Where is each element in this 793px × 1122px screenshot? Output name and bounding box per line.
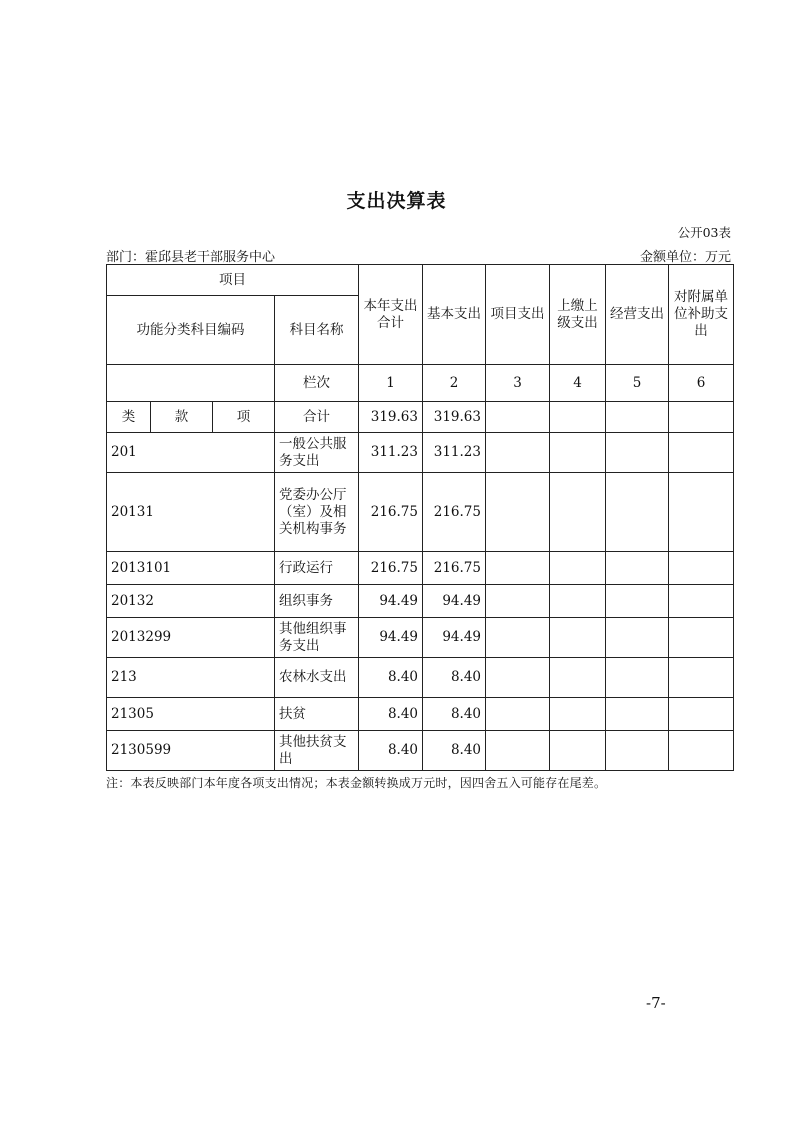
row-total: 8.40 — [359, 658, 423, 698]
row-name: 其他扶贫支出 — [275, 731, 359, 771]
header-business: 经营支出 — [606, 265, 669, 365]
index-1: 1 — [359, 365, 423, 402]
table-row — [107, 658, 734, 698]
col-lei: 类 — [107, 402, 151, 433]
unit-label: 金额单位：万元 — [639, 250, 731, 265]
row-code: 213 — [107, 658, 275, 698]
expenditure-table — [106, 264, 734, 771]
row-name: 农林水支出 — [275, 658, 359, 698]
col-xiang: 项 — [213, 402, 275, 433]
table-row — [107, 552, 734, 585]
page-title: 支出决算表 — [346, 190, 447, 212]
header-total: 本年支出合计 — [359, 265, 423, 365]
row-basic: 311.23 — [423, 433, 486, 473]
table-row — [107, 585, 734, 618]
index-label: 栏次 — [275, 365, 359, 402]
table-row — [107, 698, 734, 731]
index-blank — [107, 365, 275, 402]
page-number: -7- — [646, 994, 666, 1012]
row-code: 201 — [107, 433, 275, 473]
header-basic: 基本支出 — [423, 265, 486, 365]
row-name: 行政运行 — [275, 552, 359, 585]
row-code: 20131 — [107, 473, 275, 552]
row-basic: 216.75 — [423, 473, 486, 552]
row-total: 8.40 — [359, 698, 423, 731]
form-code: 公开03表 — [677, 225, 731, 240]
index-2: 2 — [423, 365, 486, 402]
row-total: 94.49 — [359, 585, 423, 618]
header-subject-name: 科目名称 — [275, 296, 359, 365]
table-row — [107, 433, 734, 473]
header-func-code: 功能分类科目编码 — [107, 296, 275, 365]
header-project: 项目支出 — [486, 265, 550, 365]
row-name: 其他组织事务支出 — [275, 618, 359, 658]
row-name: 组织事务 — [275, 585, 359, 618]
row-code: 20132 — [107, 585, 275, 618]
row-total: 311.23 — [359, 433, 423, 473]
row-basic: 8.40 — [423, 658, 486, 698]
row-name: 扶贫 — [275, 698, 359, 731]
row-total: 216.75 — [359, 473, 423, 552]
col-kuan: 款 — [151, 402, 213, 433]
row-basic: 8.40 — [423, 698, 486, 731]
row-code: 2013101 — [107, 552, 275, 585]
index-3: 3 — [486, 365, 550, 402]
header-subsidy: 对附属单位补助支出 — [669, 265, 734, 365]
total-label: 合计 — [275, 402, 359, 433]
index-5: 5 — [606, 365, 669, 402]
table-row — [107, 731, 734, 771]
row-basic: 216.75 — [423, 552, 486, 585]
table-row — [107, 473, 734, 552]
row-name: 一般公共服务支出 — [275, 433, 359, 473]
index-6: 6 — [669, 365, 734, 402]
row-basic: 8.40 — [423, 731, 486, 771]
department-label: 部门：霍邱县老干部服务中心 — [106, 250, 276, 265]
row-name: 党委办公厅（室）及相关机构事务 — [275, 473, 359, 552]
footnote: 注：本表反映部门本年度各项支出情况；本表金额转换成万元时，因四舍五入可能存在尾差。 — [106, 776, 607, 790]
row-code: 2013299 — [107, 618, 275, 658]
row-basic: 94.49 — [423, 585, 486, 618]
row-code: 2130599 — [107, 731, 275, 771]
total-amount: 319.63 — [359, 402, 423, 433]
basic-amount: 319.63 — [423, 402, 486, 433]
row-basic: 94.49 — [423, 618, 486, 658]
row-total: 216.75 — [359, 552, 423, 585]
row-code: 21305 — [107, 698, 275, 731]
table-row — [107, 618, 734, 658]
row-total: 8.40 — [359, 731, 423, 771]
header-upper: 上缴上级支出 — [550, 265, 606, 365]
index-4: 4 — [550, 365, 606, 402]
header-item: 项目 — [107, 265, 359, 296]
row-total: 94.49 — [359, 618, 423, 658]
